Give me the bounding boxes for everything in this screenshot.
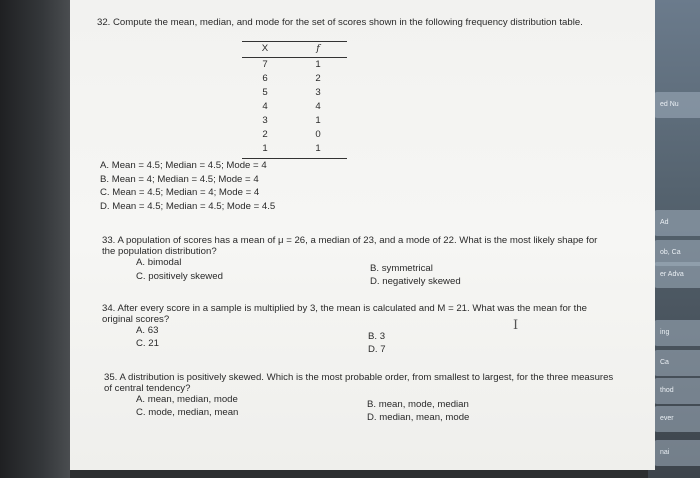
side-tab-5: ing <box>654 320 700 346</box>
table-cell-f: 4 <box>315 101 321 112</box>
table-header-x: X <box>261 43 269 54</box>
side-tab-8: ever <box>654 406 700 432</box>
q32-option-d: D. Mean = 4.5; Median = 4.5; Mode = 4.5 <box>100 201 276 212</box>
q33-option-a: A. bimodal <box>136 257 182 268</box>
q34-option-d: D. 7 <box>368 344 386 355</box>
q32-option-a: A. Mean = 4.5; Median = 4.5; Mode = 4 <box>100 160 267 171</box>
side-tab-1: ed Nu <box>654 92 700 118</box>
q35-option-c: C. mode, median, mean <box>136 407 239 418</box>
table-cell-x: 7 <box>262 59 268 70</box>
table-bottom-rule <box>242 158 347 159</box>
table-cell-f: 1 <box>315 59 321 70</box>
table-cell-x: 5 <box>262 87 268 98</box>
q35-option-d: D. median, mean, mode <box>367 412 470 423</box>
question-34-text: 34. After every score in a sample is multiplied by 3, the mean is calculated and M = 21. What was the mean for the original scores? <box>102 303 587 325</box>
side-tab-2: Ad <box>654 210 700 236</box>
table-cell-x: 2 <box>262 129 268 140</box>
q32-option-c: C. Mean = 4.5; Median = 4; Mode = 4 <box>100 187 260 198</box>
q35-option-b: B. mean, mode, median <box>367 399 469 410</box>
side-tab-7: thod <box>654 378 700 404</box>
table-cell-x: 1 <box>262 143 268 154</box>
table-cell-f: 1 <box>315 143 321 154</box>
side-tab-4: er Adva <box>654 262 700 288</box>
q33-option-d: D. negatively skewed <box>370 276 461 287</box>
side-tab-6: Ca <box>654 350 700 376</box>
q35-option-a: A. mean, median, mode <box>136 394 238 405</box>
q33-option-c: C. positively skewed <box>136 271 223 282</box>
table-cell-f: 0 <box>315 129 321 140</box>
question-33-text: 33. A population of scores has a mean of μ = 26, a median of 23, and a mode of 22. What is the most likely shape for the population distribution? <box>102 235 598 257</box>
table-cell-x: 3 <box>262 115 268 126</box>
table-top-rule <box>242 41 347 42</box>
table-cell-f: 2 <box>315 73 321 84</box>
table-cell-x: 4 <box>262 101 268 112</box>
table-cell-x: 6 <box>262 73 268 84</box>
q34-option-c: C. 21 <box>136 338 159 349</box>
question-35-text: 35. A distribution is positively skewed. Which is the most probable order, from smallest to largest, for the three measures of central tendency? <box>104 372 614 394</box>
table-cell-f: 3 <box>315 87 321 98</box>
screen-bezel-left <box>0 0 70 478</box>
table-header-f: f <box>316 43 320 54</box>
side-tab-9: nai <box>654 440 700 466</box>
q34-option-b: B. 3 <box>368 331 386 342</box>
q32-option-b: B. Mean = 4; Median = 4.5; Mode = 4 <box>100 174 259 185</box>
worksheet-page <box>70 0 655 470</box>
q34-option-a: A. 63 <box>136 325 159 336</box>
text-cursor-icon: I <box>513 318 519 333</box>
q33-option-b: B. symmetrical <box>370 263 433 274</box>
side-tab-3: ob, Ca <box>654 240 700 266</box>
question-32-text: 32. Compute the mean, median, and mode for the set of scores shown in the following frequency distribution table. <box>97 17 583 28</box>
table-cell-f: 1 <box>315 115 321 126</box>
background-window-strip <box>648 0 700 478</box>
